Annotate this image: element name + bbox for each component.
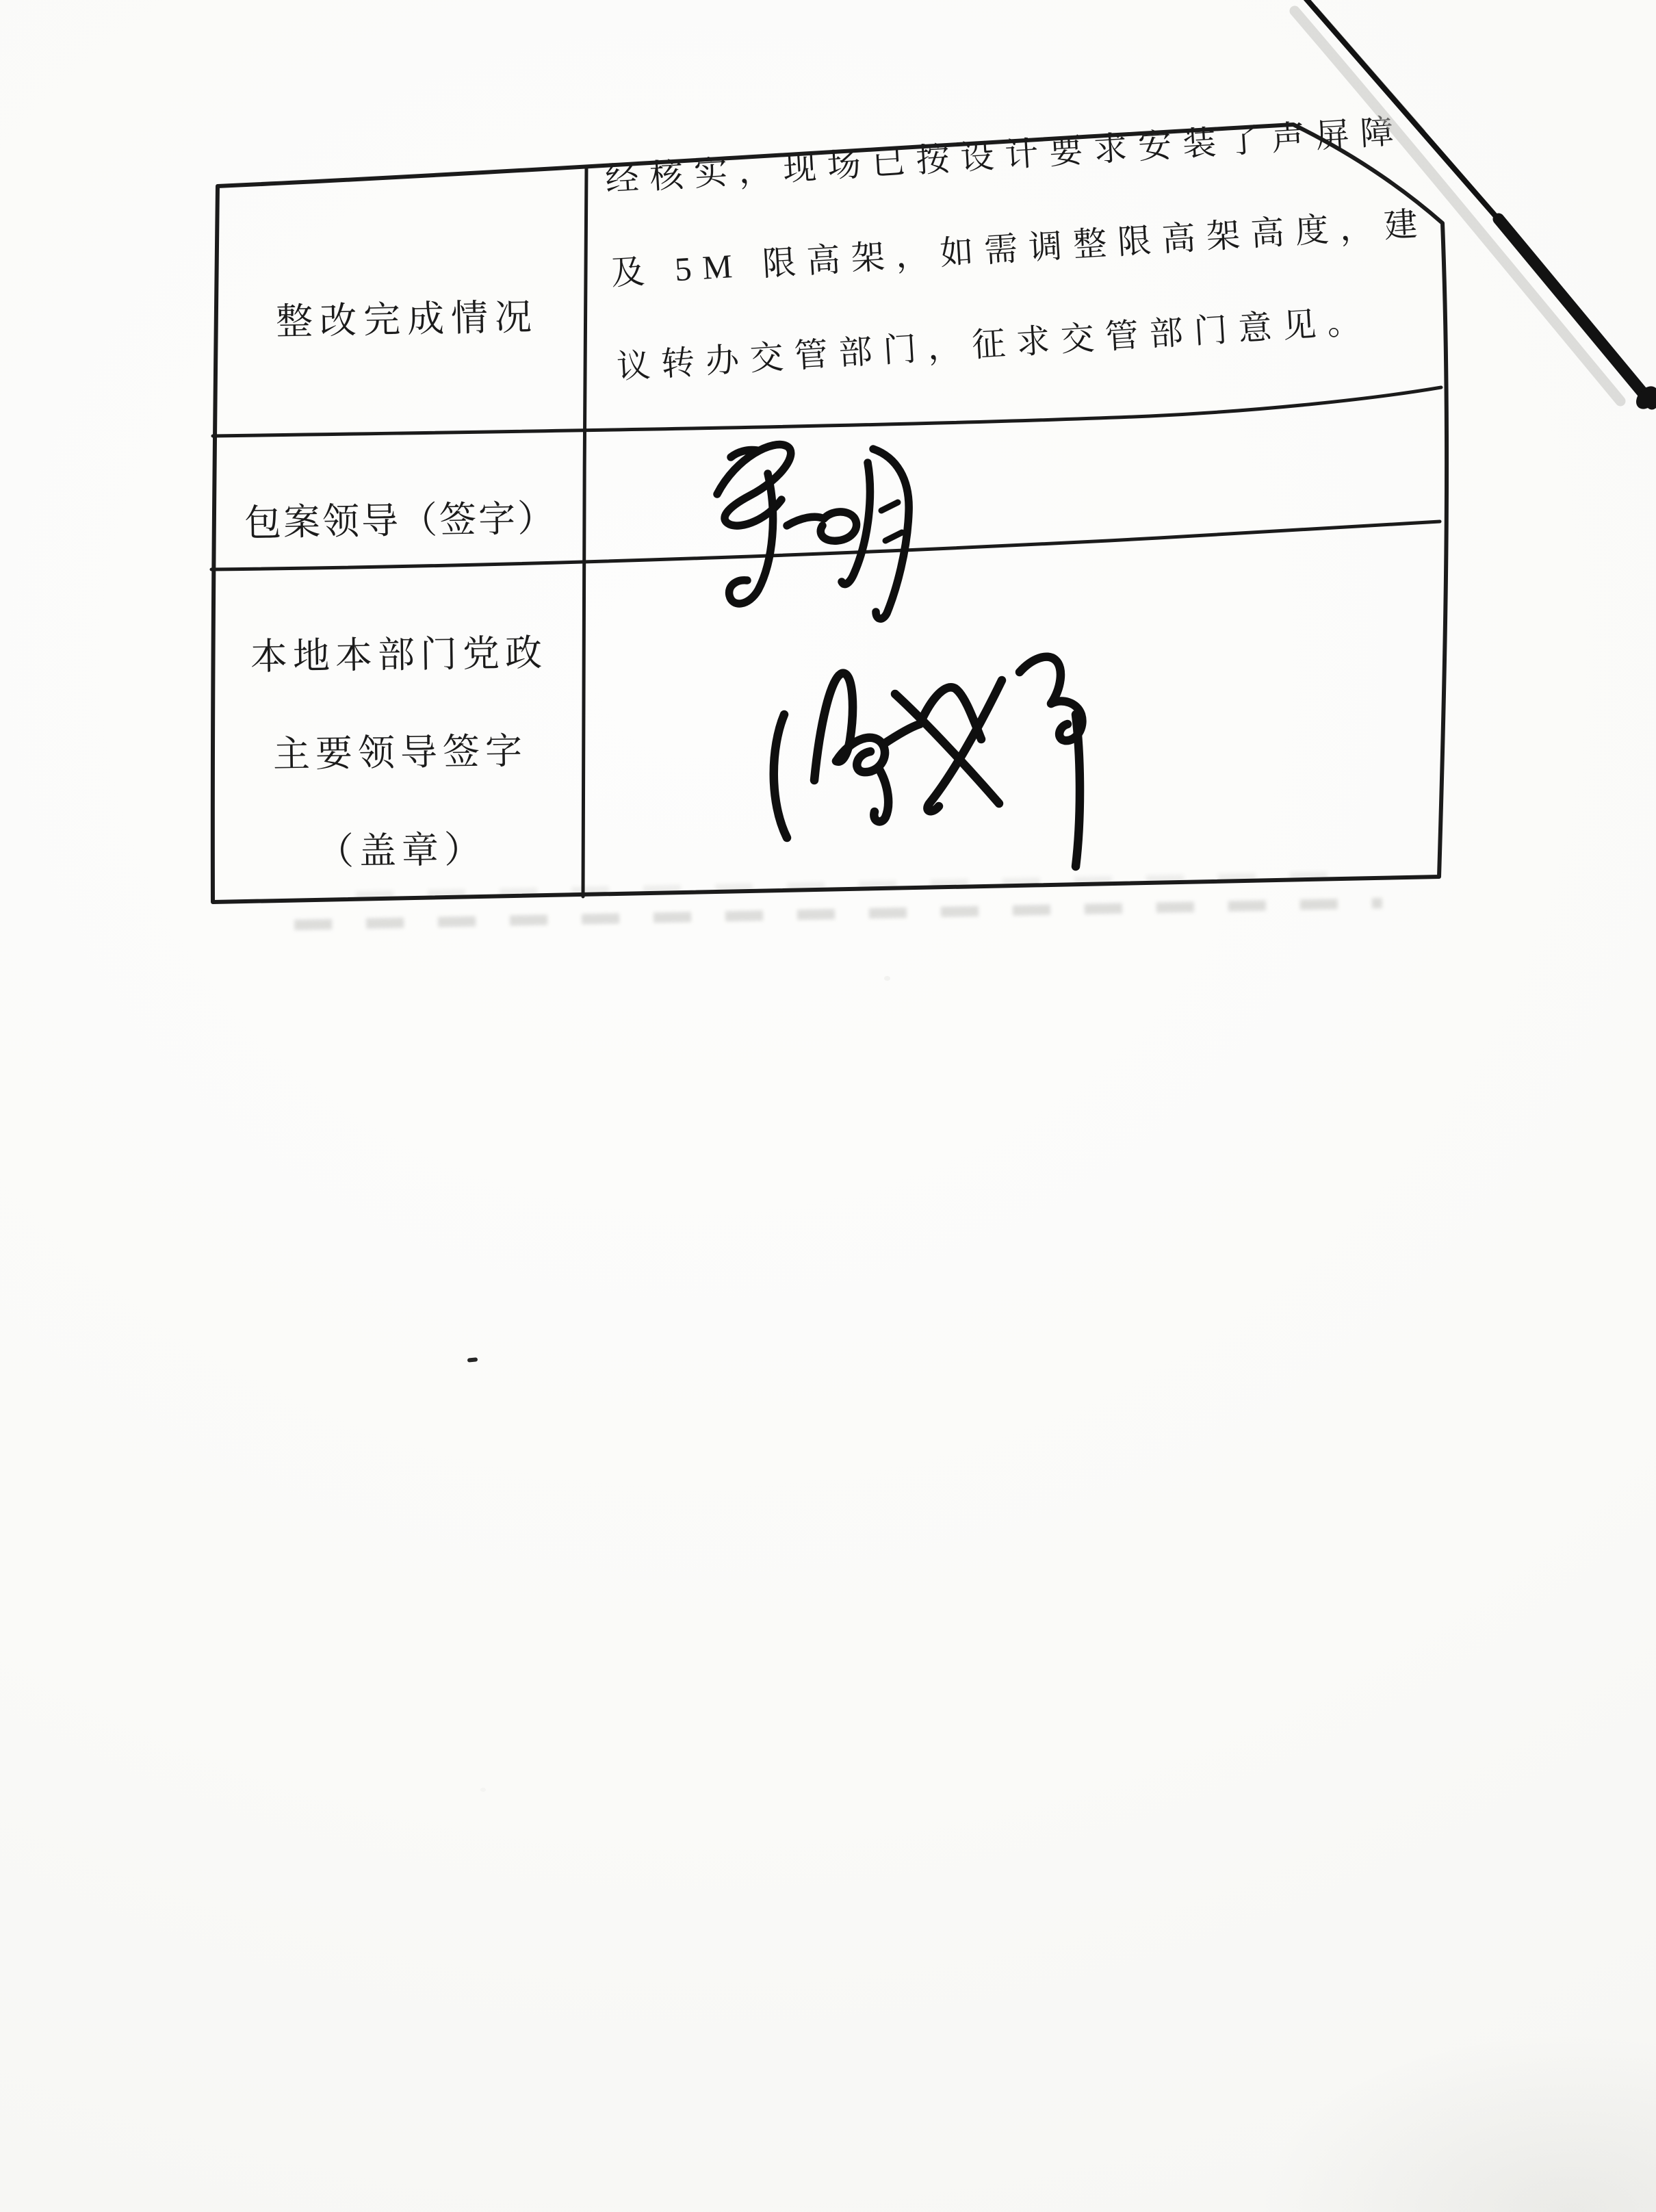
party-gov-leader-label-line-2: 主要领导签字 xyxy=(272,730,528,775)
content-line-1: 经核实，现场已按设计要求安装了声屏障 xyxy=(604,112,1406,199)
scan-corner-shade xyxy=(1095,1957,1656,2212)
case-leader-label-text: 包案领导（签字） xyxy=(244,497,557,544)
rectification-status-content xyxy=(602,81,1466,414)
case-leader-label xyxy=(216,442,584,593)
rectification-status-label-text: 整改完成情况 xyxy=(275,296,539,343)
ink-speck xyxy=(480,1788,486,1792)
ink-dash-mark xyxy=(467,1357,478,1363)
handwritten-signature-scrawl xyxy=(774,657,1083,866)
party-gov-leader-label-line-3: （盖章） xyxy=(316,828,487,873)
ink-speck xyxy=(884,976,890,981)
rectification-status-label xyxy=(215,183,592,450)
content-line-3: 议转办交管部门，征求交管部门意见。 xyxy=(615,302,1373,386)
signature-luo-ming xyxy=(717,445,909,619)
party-gov-leader-label xyxy=(216,589,586,916)
case-leader-signature-text xyxy=(0,0,1,1)
content-line-2: 及 5M 限高架，如需调整限高架高度，建 xyxy=(610,205,1430,292)
party-gov-leader-label-line-1: 本地本部门党政 xyxy=(250,632,548,678)
